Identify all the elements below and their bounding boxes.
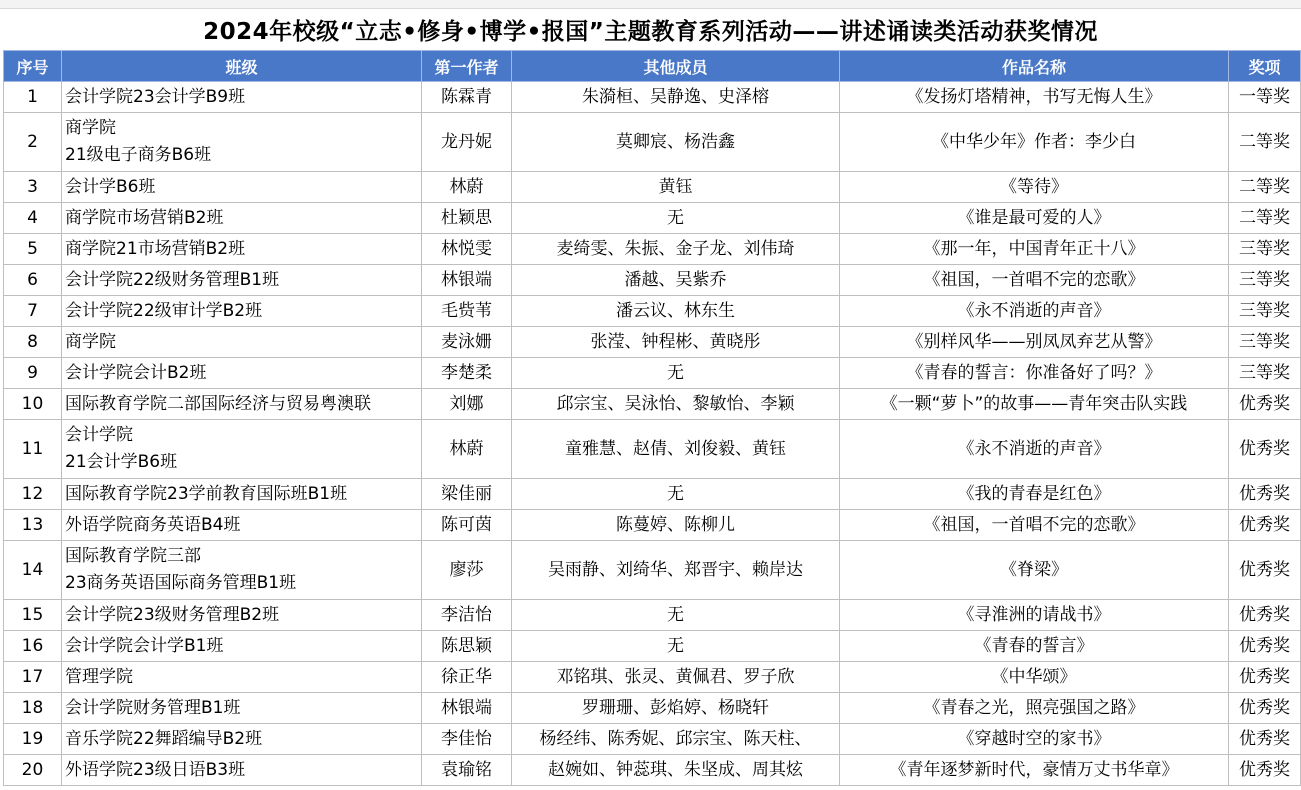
cell-class-line: 23商务英语国际商务管理B1班 (65, 573, 297, 593)
cell-award[interactable]: 优秀奖 (1229, 662, 1301, 693)
cell-class-line: 会计学B6班 (65, 176, 156, 197)
cell-class-line: 国际教育学院三部 (65, 546, 201, 566)
cell-no[interactable]: 7 (4, 296, 62, 327)
cell-members[interactable]: 无 (512, 479, 840, 510)
table-row (4, 234, 1301, 265)
cell-no[interactable]: 12 (4, 479, 62, 510)
cell-members[interactable]: 罗珊珊、彭焰婷、杨晓轩 (512, 693, 840, 724)
cell-class[interactable] (62, 600, 422, 631)
cell-author[interactable]: 林悦雯 (422, 234, 512, 265)
cell-author[interactable]: 李洁怡 (422, 600, 512, 631)
cell-class-line: 外语学院23级日语B3班 (65, 759, 246, 780)
cell-work[interactable]: 《青春之光，照亮强国之路》 (840, 693, 1229, 724)
table-row (4, 724, 1301, 755)
cell-work[interactable]: 《谁是最可爱的人》 (840, 203, 1229, 234)
header-row (4, 51, 1301, 82)
cell-award[interactable]: 二等奖 (1229, 113, 1301, 172)
cell-work[interactable]: 《中华少年》作者：李少白 (840, 113, 1229, 172)
cell-class-line: 商学院 (65, 331, 116, 352)
header-cell-award[interactable]: 奖项 (1229, 51, 1301, 82)
table-row (4, 203, 1301, 234)
cell-members[interactable]: 邱宗宝、吴泳怡、黎敏怡、李颖 (512, 389, 840, 420)
cell-award[interactable]: 三等奖 (1229, 265, 1301, 296)
cell-class-line: 管理学院 (65, 666, 133, 687)
cell-class[interactable] (62, 296, 422, 327)
cell-author[interactable]: 袁瑜铭 (422, 755, 512, 786)
cell-class-line: 音乐学院22舞蹈编导B2班 (65, 728, 263, 749)
cell-members[interactable]: 陈蔓婷、陈柳儿 (512, 510, 840, 541)
cell-author[interactable]: 刘娜 (422, 389, 512, 420)
header-cell-author[interactable]: 第一作者 (422, 51, 512, 82)
cell-members[interactable]: 无 (512, 600, 840, 631)
cell-class[interactable] (62, 755, 422, 786)
cell-award[interactable]: 优秀奖 (1229, 420, 1301, 479)
cell-class-line: 国际教育学院23学前教育国际班B1班 (65, 483, 348, 504)
cell-author[interactable]: 徐正华 (422, 662, 512, 693)
table-row (4, 631, 1301, 662)
cell-members[interactable]: 张滢、钟程彬、黄晓彤 (512, 327, 840, 358)
cell-author[interactable]: 陈霖青 (422, 82, 512, 113)
cell-work[interactable]: 《等待》 (840, 172, 1229, 203)
cell-class[interactable] (62, 203, 422, 234)
cell-no[interactable]: 5 (4, 234, 62, 265)
cell-members[interactable]: 邓铭琪、张灵、黄佩君、罗子欣 (512, 662, 840, 693)
cell-award[interactable]: 优秀奖 (1229, 479, 1301, 510)
cell-author[interactable]: 林蔚 (422, 420, 512, 479)
cell-no[interactable]: 6 (4, 265, 62, 296)
cell-members[interactable]: 无 (512, 358, 840, 389)
cell-class-line: 商学院市场营销B2班 (65, 207, 224, 228)
cell-no[interactable]: 15 (4, 600, 62, 631)
cell-no[interactable]: 19 (4, 724, 62, 755)
cell-award[interactable]: 优秀奖 (1229, 541, 1301, 600)
cell-award[interactable]: 三等奖 (1229, 234, 1301, 265)
cell-no[interactable]: 11 (4, 420, 62, 479)
table-row (4, 327, 1301, 358)
cell-award[interactable]: 优秀奖 (1229, 600, 1301, 631)
table-row (4, 172, 1301, 203)
cell-work[interactable]: 《永不消逝的声音》 (840, 296, 1229, 327)
header-cell-class[interactable]: 班级 (62, 51, 422, 82)
table-row (4, 479, 1301, 510)
table-row (4, 755, 1301, 786)
cell-author[interactable]: 李佳怡 (422, 724, 512, 755)
cell-class-line: 商学院21市场营销B2班 (65, 238, 246, 259)
cell-class[interactable] (62, 389, 422, 420)
cell-work[interactable]: 《中华颂》 (840, 662, 1229, 693)
cell-award[interactable]: 三等奖 (1229, 327, 1301, 358)
cell-no[interactable]: 18 (4, 693, 62, 724)
cell-members[interactable]: 童雅慧、赵倩、刘俊毅、黄钰 (512, 420, 840, 479)
cell-members[interactable]: 黄钰 (512, 172, 840, 203)
cell-work[interactable]: 《穿越时空的家书》 (840, 724, 1229, 755)
cell-author[interactable]: 龙丹妮 (422, 113, 512, 172)
cell-class[interactable] (62, 420, 422, 479)
cell-award[interactable]: 一等奖 (1229, 82, 1301, 113)
cell-class-line: 商学院 (65, 118, 116, 138)
cell-award[interactable]: 三等奖 (1229, 358, 1301, 389)
table-row (4, 420, 1301, 479)
cell-no[interactable]: 14 (4, 541, 62, 600)
cell-members[interactable]: 吴雨静、刘绮华、郑晋宇、赖岸达 (512, 541, 840, 600)
cell-no[interactable]: 16 (4, 631, 62, 662)
cell-class[interactable] (62, 358, 422, 389)
cell-class[interactable] (62, 541, 422, 600)
cell-class-line: 会计学院22级财务管理B1班 (65, 269, 280, 290)
cell-class[interactable] (62, 631, 422, 662)
cell-work[interactable]: 《发扬灯塔精神，书写无悔人生》 (840, 82, 1229, 113)
cell-work[interactable]: 《祖国，一首唱不完的恋歌》 (840, 265, 1229, 296)
cell-work[interactable]: 《青春的誓言》 (840, 631, 1229, 662)
header-cell-no[interactable]: 序号 (4, 51, 62, 82)
cell-class-line: 国际教育学院二部国际经济与贸易粤澳联 (65, 393, 371, 414)
table-row (4, 113, 1301, 172)
cell-author[interactable]: 林银端 (422, 265, 512, 296)
cell-award[interactable]: 优秀奖 (1229, 693, 1301, 724)
cell-class-line: 会计学院财务管理B1班 (65, 697, 241, 718)
cell-members[interactable]: 赵婉如、钟蕊琪、朱坚成、周其炫 (512, 755, 840, 786)
cell-members[interactable]: 麦绮雯、朱振、金子龙、刘伟琦 (512, 234, 840, 265)
header-cell-work[interactable]: 作品名称 (840, 51, 1229, 82)
cell-class[interactable] (62, 82, 422, 113)
cell-class[interactable] (62, 662, 422, 693)
cell-author[interactable]: 杜颖思 (422, 203, 512, 234)
cell-no[interactable]: 8 (4, 327, 62, 358)
cell-class[interactable] (62, 724, 422, 755)
cell-award[interactable]: 优秀奖 (1229, 389, 1301, 420)
cell-work[interactable]: 《寻淮洲的请战书》 (840, 600, 1229, 631)
table-row (4, 662, 1301, 693)
cell-award[interactable]: 优秀奖 (1229, 724, 1301, 755)
cell-class[interactable] (62, 265, 422, 296)
cell-work[interactable]: 《青春的誓言：你准备好了吗？》 (840, 358, 1229, 389)
cell-members[interactable]: 朱漪桓、吴静逸、史泽榕 (512, 82, 840, 113)
cell-members[interactable]: 杨经纬、陈秀妮、邱宗宝、陈天柱、 (512, 724, 840, 755)
cell-author[interactable]: 林银端 (422, 693, 512, 724)
cell-class-line: 会计学院23级财务管理B2班 (65, 604, 280, 625)
cell-no[interactable]: 4 (4, 203, 62, 234)
cell-author[interactable]: 麦泳姗 (422, 327, 512, 358)
cell-award[interactable]: 优秀奖 (1229, 631, 1301, 662)
cell-author[interactable]: 毛赀苇 (422, 296, 512, 327)
cell-class-line: 会计学院会计B2班 (65, 362, 207, 383)
cell-author[interactable]: 林蔚 (422, 172, 512, 203)
table-row (4, 296, 1301, 327)
cell-class[interactable] (62, 510, 422, 541)
cell-class[interactable] (62, 172, 422, 203)
cell-award[interactable]: 二等奖 (1229, 203, 1301, 234)
table-row (4, 510, 1301, 541)
cell-award[interactable]: 三等奖 (1229, 296, 1301, 327)
cell-work[interactable]: 《那一年，中国青年正十八》 (840, 234, 1229, 265)
table-row (4, 600, 1301, 631)
cell-class[interactable] (62, 113, 422, 172)
cell-class-line: 会计学院会计学B1班 (65, 635, 224, 656)
sheet-title: 2024年校级“立志•修身•博学•报国”主题教育系列活动——讲述诵读类活动获奖情况 (203, 18, 1098, 45)
cell-members[interactable]: 无 (512, 631, 840, 662)
cell-class[interactable] (62, 327, 422, 358)
cell-work[interactable]: 《一颗“萝卜”的故事——青年突击队实践 (840, 389, 1229, 420)
cell-no[interactable]: 10 (4, 389, 62, 420)
table-row (4, 358, 1301, 389)
cell-work[interactable]: 《我的青春是红色》 (840, 479, 1229, 510)
cell-class-line: 会计学院22级审计学B2班 (65, 300, 263, 321)
cell-members[interactable]: 潘云议、林东生 (512, 296, 840, 327)
cell-no[interactable]: 20 (4, 755, 62, 786)
cell-work[interactable]: 《脊梁》 (840, 541, 1229, 600)
cell-work[interactable]: 《别样风华——别凤凤弃艺从警》 (840, 327, 1229, 358)
cell-members[interactable]: 无 (512, 203, 840, 234)
table-row (4, 541, 1301, 600)
cell-work[interactable]: 《青年逐梦新时代，豪情万丈书华章》 (840, 755, 1229, 786)
cell-no[interactable]: 3 (4, 172, 62, 203)
cell-author[interactable]: 陈思颖 (422, 631, 512, 662)
cell-no[interactable]: 9 (4, 358, 62, 389)
cell-class-line: 21会计学B6班 (65, 452, 178, 472)
cell-author[interactable]: 廖莎 (422, 541, 512, 600)
cell-class[interactable] (62, 234, 422, 265)
cell-class-line: 外语学院商务英语B4班 (65, 514, 241, 535)
table-row (4, 693, 1301, 724)
table-row (4, 82, 1301, 113)
awards-table (3, 50, 1301, 786)
cell-class[interactable] (62, 479, 422, 510)
cell-members[interactable]: 莫卿宸、杨浩鑫 (512, 113, 840, 172)
table-row (4, 389, 1301, 420)
cell-members[interactable]: 潘越、吴紫乔 (512, 265, 840, 296)
cell-award[interactable]: 二等奖 (1229, 172, 1301, 203)
cell-class[interactable] (62, 693, 422, 724)
table-row (4, 265, 1301, 296)
cell-award[interactable]: 优秀奖 (1229, 510, 1301, 541)
cell-class-line: 21级电子商务B6班 (65, 145, 212, 165)
cell-work[interactable]: 《祖国，一首唱不完的恋歌》 (840, 510, 1229, 541)
cell-no[interactable]: 13 (4, 510, 62, 541)
header-cell-members[interactable]: 其他成员 (512, 51, 840, 82)
cell-class-line: 会计学院23会计学B9班 (65, 86, 246, 107)
cell-no[interactable]: 2 (4, 113, 62, 172)
table-body (4, 82, 1301, 786)
cell-author[interactable]: 李楚柔 (422, 358, 512, 389)
cell-class-line: 会计学院 (65, 425, 133, 445)
cell-award[interactable]: 优秀奖 (1229, 755, 1301, 786)
cell-no[interactable]: 17 (4, 662, 62, 693)
cell-no[interactable]: 1 (4, 82, 62, 113)
cell-author[interactable]: 陈可茵 (422, 510, 512, 541)
cell-work[interactable]: 《永不消逝的声音》 (840, 420, 1229, 479)
cell-author[interactable]: 梁佳丽 (422, 479, 512, 510)
